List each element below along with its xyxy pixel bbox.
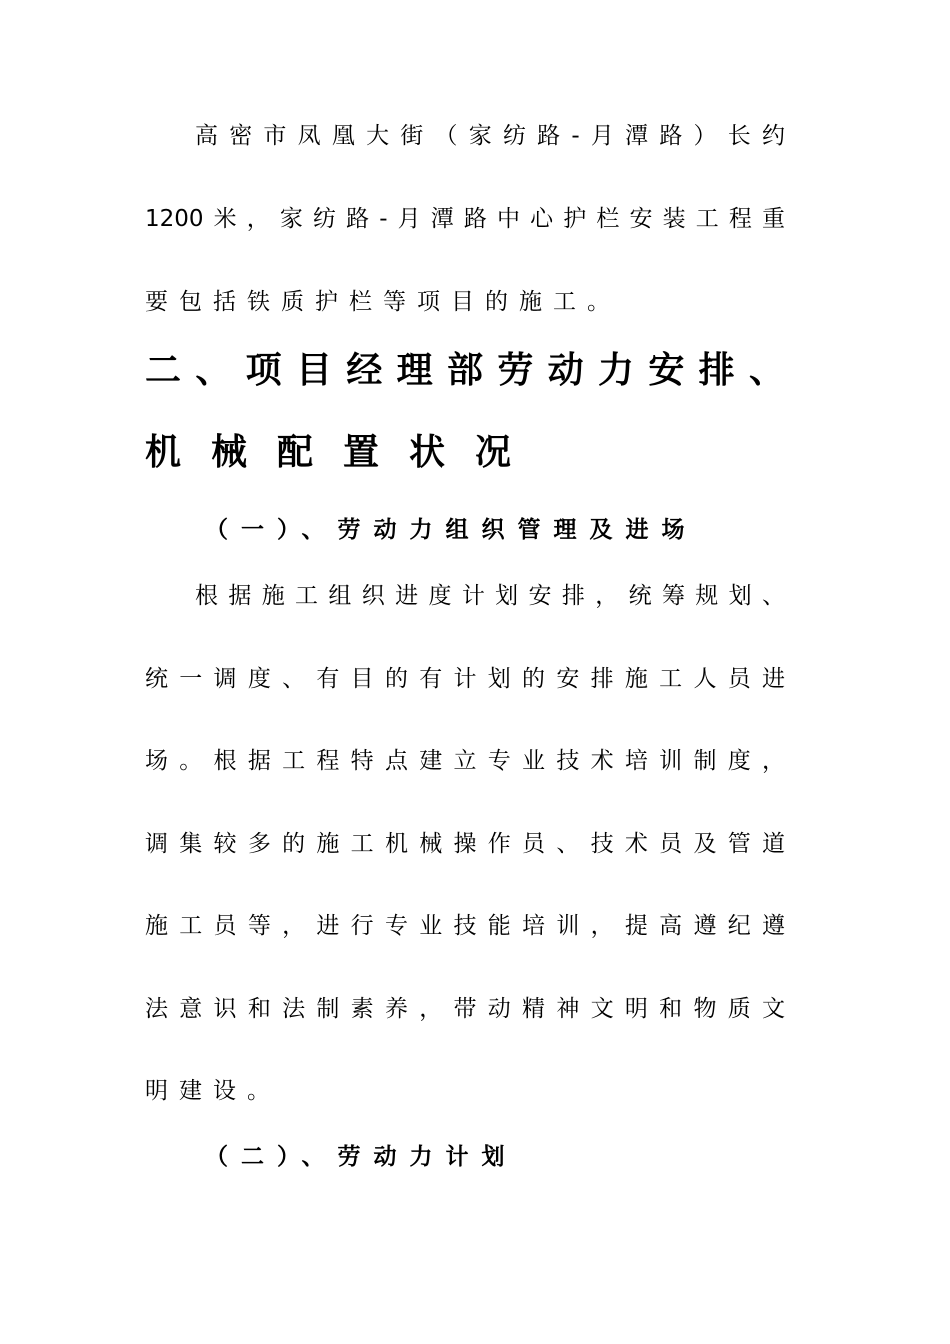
paragraph-line: 根据施工组织进度计划安排，统筹规划、	[195, 583, 785, 609]
subsection-heading: （一）、劳动力组织管理及进场	[205, 517, 698, 543]
section-heading: 二、项目经理部劳动力安排、	[145, 350, 785, 391]
paragraph-line: 明建设。	[145, 1078, 281, 1104]
section-heading: 机械配置状况	[145, 432, 542, 473]
paragraph-line: 法意识和法制素养，带动精神文明和物质文	[145, 996, 785, 1022]
paragraph-line: 要包括铁质护栏等项目的施工。	[145, 289, 621, 315]
paragraph-line: 场。根据工程特点建立专业技术培训制度，	[145, 748, 785, 774]
paragraph-line: 统一调度、有目的有计划的安排施工人员进	[145, 666, 785, 692]
paragraph-line: 1200米，家纺路-月潭路中心护栏安装工程重	[145, 206, 785, 232]
paragraph-line: 施工员等，进行专业技能培训，提高遵纪遵	[145, 913, 785, 939]
paragraph-line: 高密市凤凰大街（家纺路-月潭路）长约	[195, 123, 785, 149]
subsection-heading: （二）、劳动力计划	[205, 1144, 518, 1170]
paragraph-line: 调集较多的施工机械操作员、技术员及管道	[145, 831, 785, 857]
